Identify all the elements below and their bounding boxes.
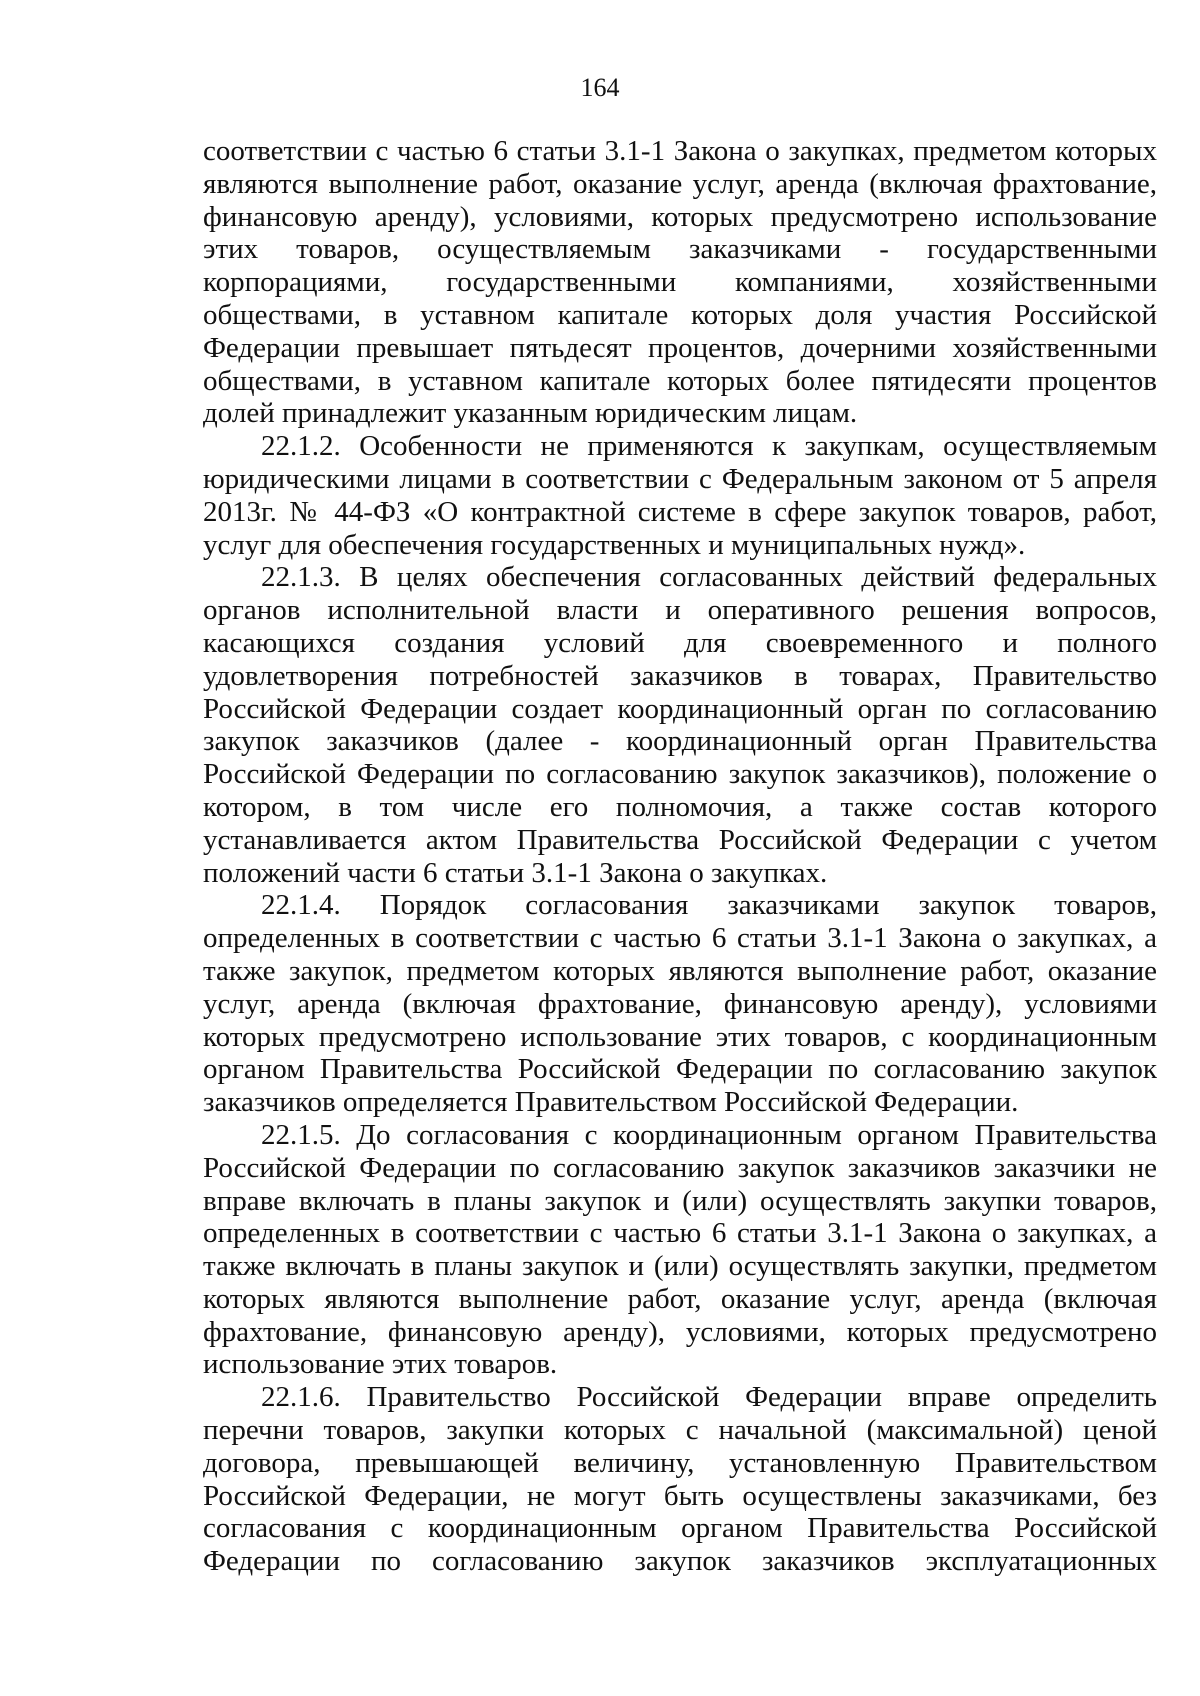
page-number: 164	[580, 73, 620, 102]
paragraph-22-1-6: 22.1.6. Правительство Российской Федерации вправе определить перечни товаров, закупки которых с начальной (максимальной) ценой договора, превышающей величину, установленную Правительством Российской Федерации, не могут быть осуществлены заказчиками, без согласования с координационным органом Правительства Российской Федерации по согласованию закупок заказчиков эксплуатационных	[203, 1381, 1157, 1578]
paragraph-22-1-2: 22.1.2. Особенности не применяются к закупкам, осуществляемым юридическими лицами в соответствии с Федеральным законом от 5 апреля 2013г. № 44-ФЗ «О контрактной системе в сфере закупок товаров, работ, услуг для обеспечения государственных и муниципальных нужд».	[203, 430, 1157, 561]
document-body	[203, 135, 1157, 1578]
paragraph-22-1-4: 22.1.4. Порядок согласования заказчиками закупок товаров, определенных в соответствии с частью 6 статьи 3.1-1 Закона о закупках, а также закупок, предметом которых являются выполнение работ, оказание услуг, аренда (включая фрахтование, финансовую аренду), условиями которых предусмотрено использование этих товаров, с координационным органом Правительства Российской Федерации по согласованию закупок заказчиков определяется Правительством Российской Федерации.	[203, 889, 1157, 1119]
paragraph-22-1-3: 22.1.3. В целях обеспечения согласованных действий федеральных органов исполнительной власти и оперативного решения вопросов, касающихся создания условий для своевременного и полного удовлетворения потребностей заказчиков в товарах, Правительство Российской Федерации создает координационный орган по согласованию закупок заказчиков (далее - координационный орган Правительства Российской Федерации по согласованию закупок заказчиков), положение о котором, в том числе его полномочия, а также состав которого устанавливается актом Правительства Российской Федерации с учетом положений части 6 статьи 3.1-1 Закона о закупках.	[203, 561, 1157, 889]
paragraph-22-1-5: 22.1.5. До согласования с координационным органом Правительства Российской Федерации по согласованию закупок заказчиков заказчики не вправе включать в планы закупок и (или) осуществлять закупки товаров, определенных в соответствии с частью 6 статьи 3.1-1 Закона о закупках, а также включать в планы закупок и (или) осуществлять закупки, предметом которых являются выполнение работ, оказание услуг, аренда (включая фрахтование, финансовую аренду), условиями, которых предусмотрено использование этих товаров.	[203, 1118, 1157, 1381]
paragraph-continuation: соответствии с частью 6 статьи 3.1-1 Закона о закупках, предметом которых являются выполнение работ, оказание услуг, аренда (включая фрахтование, финансовую аренду), условиями, которых предусмотрено использование этих товаров, осуществляемым заказчиками - государственными корпорациями, государственными компаниями, хозяйственными обществами, в уставном капитале которых доля участия Российской Федерации превышает пятьдесят процентов, дочерними хозяйственными обществами, в уставном капитале которых более пятидесяти процентов долей принадлежит указанным юридическим лицам.	[203, 135, 1157, 430]
